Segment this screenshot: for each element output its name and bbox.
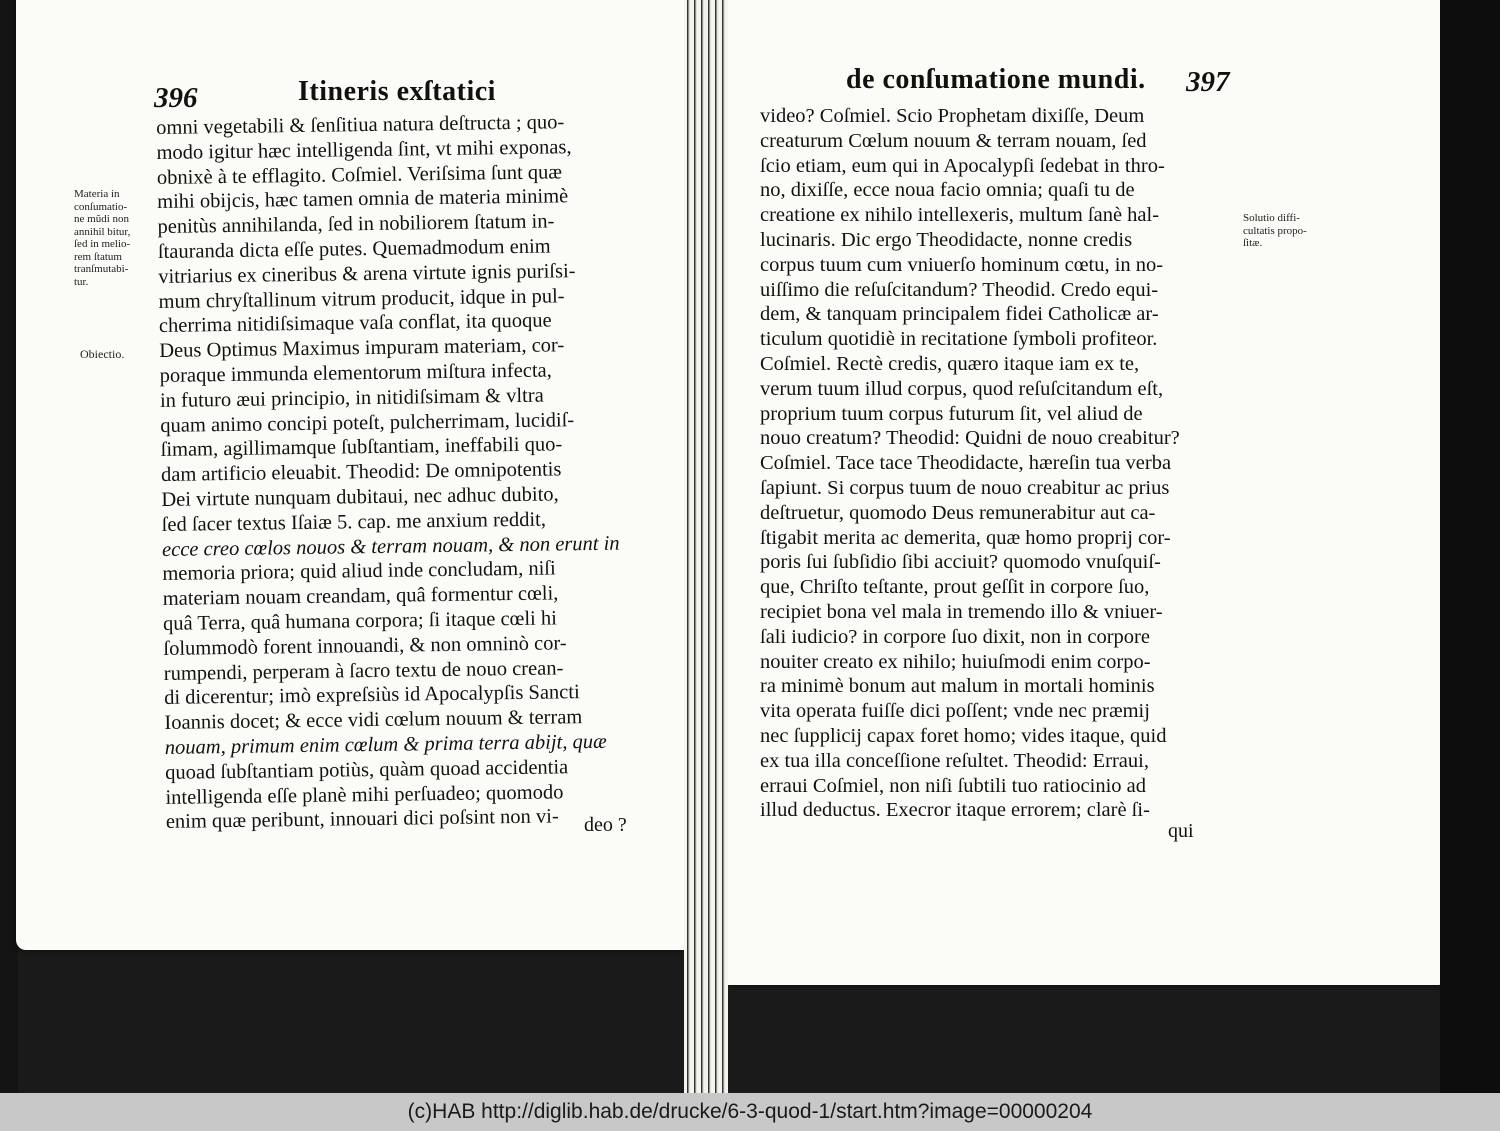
marginal-line: conſumatio- xyxy=(74,200,128,213)
text-line: creaturum Cœlum nouum & terram nouam, ſed xyxy=(760,129,1147,152)
text-line: deſtruetur, quomodo Deus remunerabitur aut ca- xyxy=(760,501,1156,524)
text-line: nec ſupplicij capax foret homo; vides itaque, quid xyxy=(760,724,1167,747)
text-line: Coſmiel. Tace tace Theodidacte, hæreſin tua verba xyxy=(760,452,1172,475)
marginal-line: annihil bitur, xyxy=(74,225,131,238)
text-line: nouo creatum? Theodid: Quidni de nouo creabitur? xyxy=(760,427,1180,450)
text-line: obnixè à te efflagito. Coſmiel. Veriſsima ſunt quæ xyxy=(156,160,563,189)
text-line: di dicerentur; imò expreſsiùs id Apocalypſis Sancti xyxy=(163,681,580,710)
text-line: ſcio etiam, eum qui in Apocalypſi ſedebat in thro- xyxy=(760,154,1165,177)
text-line: que, Chriſto teſtante, prout geſſit in corpore ſuo, xyxy=(760,576,1150,599)
text-line: uiſſimo die reſuſcitandum? Theodid. Credo equi- xyxy=(760,278,1159,301)
text-line: video? Coſmiel. Scio Prophetam dixiſſe, Deum xyxy=(760,105,1145,127)
marginal-line: rem ſtatum xyxy=(74,250,122,263)
left-running-head: Itineris exſtatici xyxy=(298,76,496,107)
text-line: creatione ex nihilo intellexeris, multum ſanè hal- xyxy=(760,204,1160,227)
text-line: ſali iudicio? in corpore ſuo dixit, non in corpore xyxy=(760,625,1150,648)
text-line: vitriarius ex cineribus & arena virtute ignis puriſsi- xyxy=(158,259,576,288)
marginal-line: ſed in melio- xyxy=(74,238,131,250)
left-marginal-note-materia xyxy=(74,188,130,288)
text-line: nouiter creato ex nihilo; huiuſmodi enim corpo- xyxy=(760,650,1151,673)
text-line: lucinaris. Dic ergo Theodidacte, nonne credis xyxy=(760,228,1133,251)
scan-right-edge xyxy=(1440,0,1500,1093)
text-line: cherrima nitidiſsimaque vaſa conflat, ita quoque xyxy=(158,309,552,338)
text-line: ſapiunt. Si corpus tuum de nouo creabitur ac prius xyxy=(760,476,1170,499)
marginal-line: tur. xyxy=(74,275,89,288)
footer-credit-text: (c)HAB http://diglib.hab.de/drucke/6-3-quod-1/start.htm?image=00000204 xyxy=(407,1100,1093,1123)
marginal-line: tranſmutabi- xyxy=(74,263,129,275)
text-line: rumpendi, perperam à ſacro textu de nouo crean- xyxy=(163,656,564,685)
text-line: ſimam, agillimamque ſubſtantiam, ineffabili quo- xyxy=(160,433,563,462)
text-line: quoad ſubſtantiam potiùs, quàm quoad accidentia xyxy=(165,756,569,784)
text-line: quâ Terra, quâ humana corpora; ſi itaque cœli hi xyxy=(162,607,558,635)
text-line: in futuro æui principio, in nitidiſsimam & vltra xyxy=(159,384,544,412)
text-line: dam artificio eleuabit. Theodid: De omnipotentis xyxy=(160,458,562,487)
text-line: Deus Optimus Maximus impuram materiam, cor- xyxy=(159,334,565,363)
text-line: omni vegetabili & ſenſitiua natura deſtructa ; quo- xyxy=(156,111,565,139)
text-line: vita operata fuiſſe dici poſſent; vnde nec præmij xyxy=(760,700,1150,723)
text-line: no, dixiſſe, ecce noua facio omnia; quaſi tu de xyxy=(760,179,1135,202)
right-page-body xyxy=(760,104,1230,823)
right-catchword: qui xyxy=(1168,820,1194,842)
text-line: quam animo concipi poteſt, pulcherrimam, lucidiſ- xyxy=(160,408,575,437)
text-line: ex tua illa conceſſione reſultet. Theodid: Erraui, xyxy=(760,749,1149,772)
text-line: corpus tuum cum vniuerſo hominum cœtu, in no- xyxy=(760,253,1164,276)
text-line: penitùs annihilanda, ſed in nobiliorem ſtatum in- xyxy=(157,210,555,239)
text-line: Coſmiel. Rectè credis, quæro itaque iam ex te, xyxy=(760,352,1140,375)
left-page-body xyxy=(156,109,656,835)
marginal-line: Materia in xyxy=(74,188,120,200)
text-line: intelligenda eſſe planè mihi perſuadeo; quomodo xyxy=(165,780,564,809)
text-line: ſed ſacer textus Iſaiæ 5. cap. me anxium reddit, xyxy=(161,508,547,536)
text-line: proprium tuum corpus futurum ſit, vel aliud de xyxy=(760,402,1143,425)
left-catchword: deo ? xyxy=(584,814,627,836)
text-line: recipiet bona vel mala in tremendo illo & vniuer- xyxy=(760,600,1163,623)
text-line: erraui Coſmiel, non niſi ſubtili tuo ratiocinio ad xyxy=(760,774,1147,797)
marginal-line: ne mũdi non xyxy=(74,213,129,225)
right-marginal-note-solutio xyxy=(1243,212,1307,250)
text-line: ra minimè bonum aut malum in mortali hominis xyxy=(760,675,1155,698)
text-line: materiam nouam creandam, quâ formentur cœli, xyxy=(162,582,559,611)
left-page-number: 396 xyxy=(154,82,198,114)
text-line: mihi obijcis, hæc tamen omnia de materia minimè xyxy=(157,185,569,214)
text-line: enim quæ peribunt, innouari dici poſsint non vi- xyxy=(165,805,559,834)
text-line: ticulum quotidiè in recitatione ſymboli profiteor. xyxy=(760,328,1158,351)
right-running-head: de conſumatione mundi. xyxy=(846,64,1146,95)
left-marginal-note-obiectio: Obiectio. xyxy=(80,347,125,361)
text-line: ecce creo cœlos nouos & terram nouam, & non erunt in xyxy=(161,532,620,561)
text-line: poris ſui ſubſidio ſibi acciuit? quomodo vnuſquiſ- xyxy=(760,551,1161,574)
text-line: ſtigabit merita ac demerita, quæ homo proprij cor- xyxy=(760,526,1171,549)
text-line: Ioannis docet; & ecce vidi cœlum nouum & terram xyxy=(164,706,583,735)
text-line: verum tuum illud corpus, quod reſuſcitandum eſt, xyxy=(760,377,1164,400)
marginal-line: ſitæ. xyxy=(1243,237,1263,249)
text-line: Dei virtute nunquam dubitaui, nec adhuc dubito, xyxy=(161,483,559,511)
text-line: dem, & tanquam principalem fidei Catholicæ ar- xyxy=(760,303,1159,326)
marginal-line: Solutio diffi- xyxy=(1243,212,1300,224)
text-line: poraque immunda elementorum miſtura infecta, xyxy=(159,359,552,387)
text-line: mum chryſtallinum vitrum producit, idque in pul- xyxy=(158,284,565,313)
text-line: memoria priora; quid aliud inde concludam, niſi xyxy=(162,557,556,586)
marginal-line: cultatis propo- xyxy=(1243,224,1307,237)
text-line: illud deductus. Execror itaque errorem; clarè ſi- xyxy=(760,799,1150,822)
right-page-number: 397 xyxy=(1186,66,1230,98)
text-line: modo igitur hæc intelligenda ſint, vt mihi exponas, xyxy=(156,135,572,164)
text-line: ſtauranda dicta eſſe putes. Quemadmodum enim xyxy=(157,235,551,263)
text-line: nouam, primum enim cœlum & prima terra abijt, quæ xyxy=(164,730,607,759)
copyright-footer xyxy=(0,1093,1500,1131)
book-gutter xyxy=(684,0,728,1093)
text-line: ſolummodò forent innouandi, & non omninò cor- xyxy=(163,632,567,660)
